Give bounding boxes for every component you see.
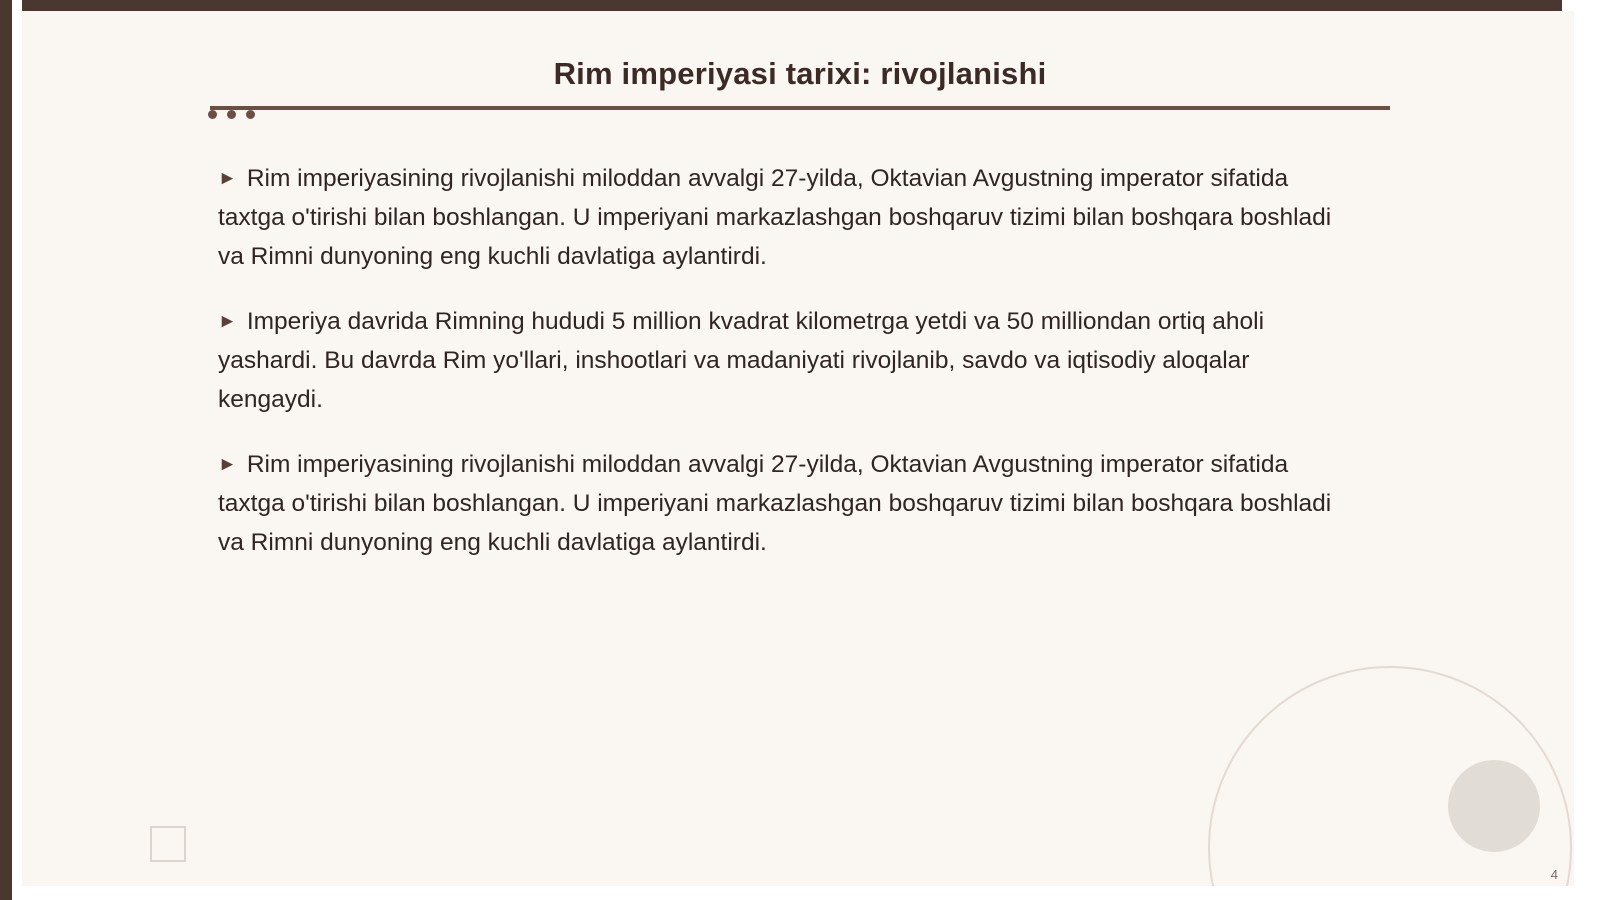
left-accent-band bbox=[0, 0, 22, 900]
left-accent-band-inner bbox=[0, 0, 12, 900]
bullet-marker-icon: ► bbox=[218, 167, 237, 189]
bullet-marker-icon: ► bbox=[218, 310, 237, 332]
slide-body bbox=[218, 134, 1338, 588]
decorative-circle bbox=[1448, 760, 1540, 852]
body-paragraph bbox=[218, 159, 1338, 276]
body-paragraph-text: Imperiya davrida Rimning hududi 5 million kvadrat kilometrga yetdi va 50 milliondan ortiq aholi yashardi. Bu davrda Rim yo'llari, inshootlari va madaniyati rivojlanib, savdo va iqtisodiy aloqalar kengaydi. bbox=[218, 307, 1265, 413]
body-paragraph bbox=[218, 302, 1338, 419]
divider-dot-2 bbox=[227, 110, 236, 119]
divider-dot-1 bbox=[208, 110, 217, 119]
decorative-square bbox=[150, 826, 186, 862]
bottom-margin bbox=[0, 886, 1600, 900]
body-paragraph bbox=[218, 445, 1338, 562]
slide-title: Rim imperiyasi tarixi: rivojlanishi bbox=[553, 56, 1047, 91]
body-paragraph-text: Rim imperiyasining rivojlanishi miloddan avvalgi 27-yilda, Oktavian Avgustning imperator sifatida taxtga o'tirishi bilan boshlangan. U imperiyani markazlashgan boshqaruv tizimi bilan boshqara boshladi va Rimni dunyoning eng kuchli davlatiga aylantirdi. bbox=[218, 164, 1332, 270]
divider-dots bbox=[208, 110, 255, 119]
top-accent-band bbox=[0, 0, 1600, 11]
bullet-marker-icon: ► bbox=[218, 453, 237, 475]
right-margin bbox=[1574, 0, 1600, 900]
body-paragraph-text: Rim imperiyasining rivojlanishi miloddan avvalgi 27-yilda, Oktavian Avgustning imperator sifatida taxtga o'tirishi bilan boshlangan. U imperiyani markazlashgan boshqaruv tizimi bilan boshqara boshladi va Rimni dunyoning eng kuchli davlatiga aylantirdi. bbox=[218, 450, 1332, 556]
title-divider bbox=[210, 106, 1390, 110]
divider-dot-3 bbox=[246, 110, 255, 119]
page-number: 4 bbox=[1550, 867, 1558, 882]
